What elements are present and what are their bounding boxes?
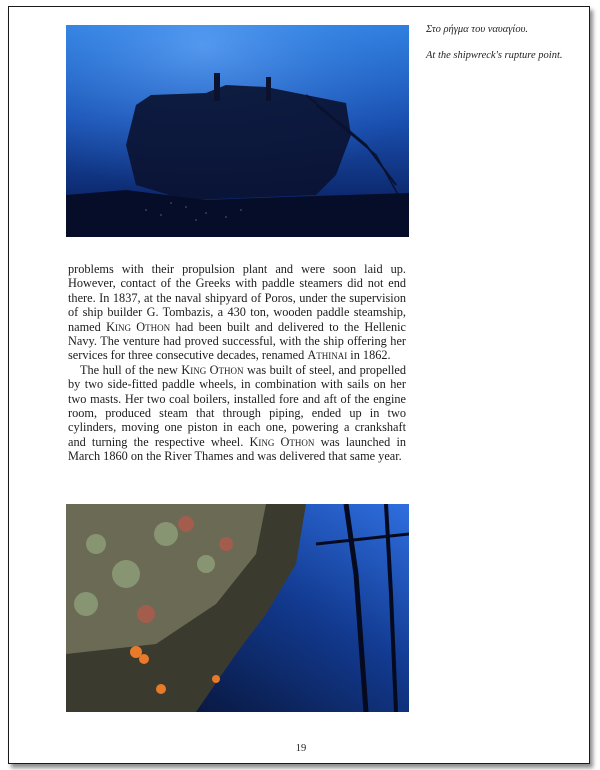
ship-name: King Othon <box>249 434 315 449</box>
ship-name: Athinai <box>307 348 348 363</box>
paragraph-1: problems with their propulsion plant and were soon laid up. However, contact of the Greeks with paddle steamers did not end there. In 1837, at the naval shipyard of Poros, under the supervision of ship builder G. Tombazis, a 430 ton, wooden paddle steamship, named King Othon had been built and delivered to the Hellenic Navy. The venture had proved successful, with the ship offering her services for three consecutive decades, renamed Athinai in 1862. <box>68 262 406 363</box>
book-page <box>8 6 590 764</box>
shipwreck-photo-bottom <box>66 504 409 712</box>
ship-name: King Othon <box>181 362 244 377</box>
page-number: 19 <box>295 743 307 754</box>
caption-english: At the shipwreck's rupture point. <box>426 50 563 61</box>
body-text <box>68 262 406 464</box>
paragraph-2: The hull of the new King Othon was built of steel, and propelled by two side-fitted paddle wheels, in combination with sails on her two masts. Her two coal boilers, installed fore and aft of the engine room, produced steam that through piping, ended up in two cylinders, moving one piston in each one, powering a crankshaft and turning the respective wheel. King Othon was launched in March 1860 on the River Thames and was delivered that same year. <box>68 362 407 464</box>
shipwreck-photo-top <box>66 25 409 237</box>
caption-greek: Στο ρήγμα του ναυαγίου. <box>426 24 529 35</box>
ship-name: King Othon <box>106 319 171 334</box>
